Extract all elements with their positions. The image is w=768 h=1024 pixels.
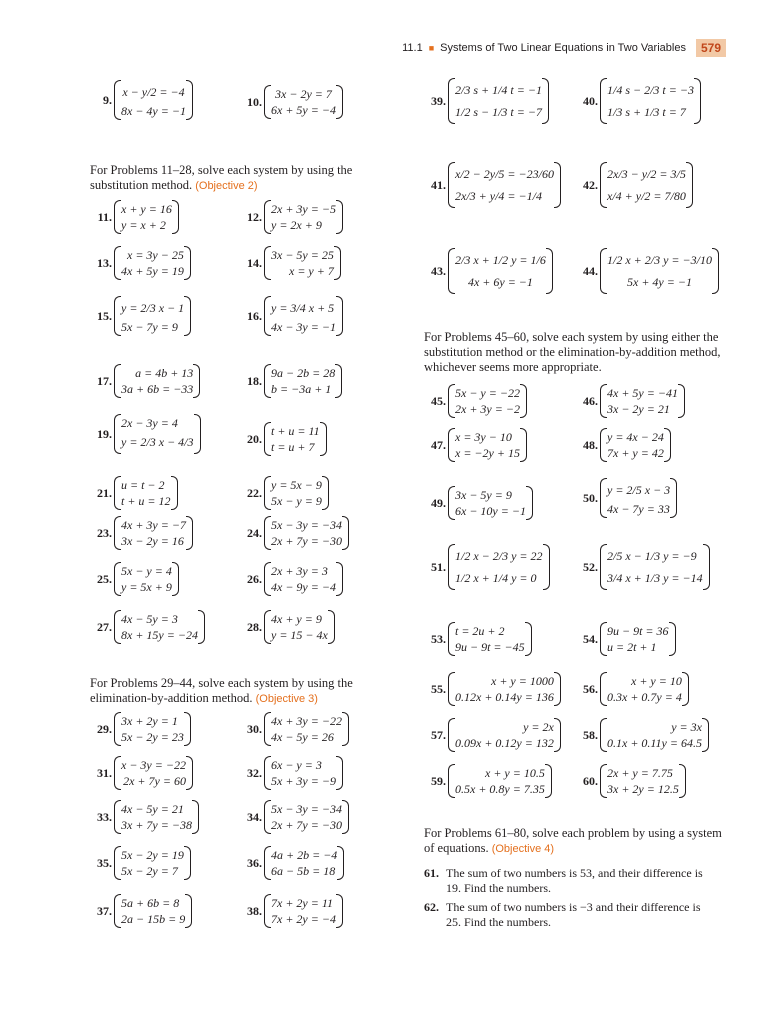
equation-system: u = t − 2 t + u = 12 bbox=[114, 476, 178, 510]
problem-26: 26. 2x + 3y = 3 4x − 9y = −4 bbox=[240, 562, 343, 596]
objective-link[interactable]: (Objective 4) bbox=[491, 843, 555, 855]
equation-system: t = 2u + 2 9u − 9t = −45 bbox=[448, 622, 532, 656]
section-number: 11.1 bbox=[402, 42, 423, 54]
problem-41: 41. x/2 − 2y/5 = −23/60 2x/3 + y/4 = −1/4 bbox=[424, 162, 561, 208]
equation-system: x + y = 1000 0.12x + 0.14y = 136 bbox=[448, 672, 561, 706]
equation-system: 3x − 2y = 7 6x + 5y = −4 bbox=[264, 85, 343, 119]
equation-system: 5x − y = −22 2x + 3y = −2 bbox=[448, 384, 527, 418]
problem-11: 11. x + y = 16 y = x + 2 bbox=[90, 200, 179, 234]
problem-56: 56. x + y = 10 0.3x + 0.7y = 4 bbox=[576, 672, 689, 706]
equation-system: 2x + y = 7.75 3x + 2y = 12.5 bbox=[600, 764, 686, 798]
equation-system: y = 2/5 x − 3 4x − 7y = 33 bbox=[600, 478, 677, 518]
problem-9: 9. x − y/2 = −4 8x − 4y = −1 bbox=[90, 80, 193, 120]
equation-system: t + u = 11 t = u + 7 bbox=[264, 422, 327, 456]
problem-62: 62. The sum of two numbers is −3 and their difference is 25. Find the numbers. bbox=[424, 900, 701, 929]
problem-48: 48. y = 4x − 24 7x + y = 42 bbox=[576, 428, 671, 462]
problem-34: 34. 5x − 3y = −34 2x + 7y = −30 bbox=[240, 800, 349, 834]
problem-27: 27. 4x − 5y = 3 8x + 15y = −24 bbox=[90, 610, 205, 644]
problem-14: 14. 3x − 5y = 25 x = y + 7 bbox=[240, 246, 341, 280]
problem-12: 12. 2x + 3y = −5 y = 2x + 9 bbox=[240, 200, 343, 234]
problem-57: 57. y = 2x 0.09x + 0.12y = 132 bbox=[424, 718, 561, 752]
equation-system: 5x − 3y = −34 2x + 7y = −30 bbox=[264, 516, 349, 550]
problem-22: 22. y = 5x − 9 5x − y = 9 bbox=[240, 476, 329, 510]
problem-55: 55. x + y = 1000 0.12x + 0.14y = 136 bbox=[424, 672, 561, 706]
problem-17: 17. a = 4b + 13 3a + 6b = −33 bbox=[90, 364, 200, 398]
problem-10: 10. 3x − 2y = 7 6x + 5y = −4 bbox=[240, 85, 343, 119]
equation-system: 4x + y = 9 y = 15 − 4x bbox=[264, 610, 335, 644]
problem-19: 19. 2x − 3y = 4 y = 2/3 x − 4/3 bbox=[90, 414, 201, 454]
problem-36: 36. 4a + 2b = −4 6a − 5b = 18 bbox=[240, 846, 344, 880]
problem-40: 40. 1/4 s − 2/3 t = −3 1/3 s + 1/3 t = 7 bbox=[576, 78, 701, 124]
problem-31: 31. x − 3y = −22 2x + 7y = 60 bbox=[90, 756, 193, 790]
problem-38: 38. 7x + 2y = 11 7x + 2y = −4 bbox=[240, 894, 343, 928]
equation-system: 3x − 5y = 25 x = y + 7 bbox=[264, 246, 341, 280]
equation-system: y = 3/4 x + 5 4x − 3y = −1 bbox=[264, 296, 343, 336]
equation-system: 7x + 2y = 11 7x + 2y = −4 bbox=[264, 894, 343, 928]
equation-system: y = 5x − 9 5x − y = 9 bbox=[264, 476, 329, 510]
equation-system: 9a − 2b = 28 b = −3a + 1 bbox=[264, 364, 342, 398]
equation-system: 3x + 2y = 1 5x − 2y = 23 bbox=[114, 712, 191, 746]
running-header bbox=[402, 38, 726, 58]
problem-28: 28. 4x + y = 9 y = 15 − 4x bbox=[240, 610, 335, 644]
problem-58: 58. y = 3x 0.1x + 0.11y = 64.5 bbox=[576, 718, 709, 752]
equation-system: y = 2/3 x − 1 5x − 7y = 9 bbox=[114, 296, 191, 336]
equation-system: x + y = 16 y = x + 2 bbox=[114, 200, 179, 234]
equation-system: 2/5 x − 1/3 y = −9 3/4 x + 1/3 y = −14 bbox=[600, 544, 710, 590]
header-bullet: ■ bbox=[428, 43, 435, 53]
problem-25: 25. 5x − y = 4 y = 5x + 9 bbox=[90, 562, 179, 596]
instructions-11-28: For Problems 11–28, solve each system by using the substitution method. (Objective 2) bbox=[90, 163, 353, 192]
equation-system: 5x − 2y = 19 5x − 2y = 7 bbox=[114, 846, 191, 880]
equation-system: 4x + 5y = −41 3x − 2y = 21 bbox=[600, 384, 685, 418]
problem-29: 29. 3x + 2y = 1 5x − 2y = 23 bbox=[90, 712, 191, 746]
problem-61: 61. The sum of two numbers is 53, and their difference is 19. Find the numbers. bbox=[424, 866, 703, 895]
problem-49: 49. 3x − 5y = 9 6x − 10y = −1 bbox=[424, 486, 533, 520]
equation-system: y = 3x 0.1x + 0.11y = 64.5 bbox=[600, 718, 709, 752]
equation-system: x + y = 10 0.3x + 0.7y = 4 bbox=[600, 672, 689, 706]
problem-43: 43. 2/3 x + 1/2 y = 1/6 4x + 6y = −1 bbox=[424, 248, 553, 294]
problem-59: 59. x + y = 10.5 0.5x + 0.8y = 7.35 bbox=[424, 764, 552, 798]
equation-system: 4x + 3y = −22 4x − 5y = 26 bbox=[264, 712, 349, 746]
instructions-61-80: For Problems 61–80, solve each problem by using a system of equations. (Objective 4) bbox=[424, 826, 722, 855]
equation-system: x + y = 10.5 0.5x + 0.8y = 7.35 bbox=[448, 764, 552, 798]
page-number: 579 bbox=[696, 39, 726, 57]
problem-32: 32. 6x − y = 3 5x + 3y = −9 bbox=[240, 756, 343, 790]
problem-16: 16. y = 3/4 x + 5 4x − 3y = −1 bbox=[240, 296, 343, 336]
equation-system: a = 4b + 13 3a + 6b = −33 bbox=[114, 364, 200, 398]
equation-system: 3x − 5y = 9 6x − 10y = −1 bbox=[448, 486, 533, 520]
equation-system: 5x − y = 4 y = 5x + 9 bbox=[114, 562, 179, 596]
equation-system: x − 3y = −22 2x + 7y = 60 bbox=[114, 756, 193, 790]
problem-54: 54. 9u − 9t = 36 u = 2t + 1 bbox=[576, 622, 676, 656]
equation-system: x = 3y − 25 4x + 5y = 19 bbox=[114, 246, 191, 280]
equation-system: 2/3 x + 1/2 y = 1/6 4x + 6y = −1 bbox=[448, 248, 553, 294]
equation-system: 2/3 s + 1/4 t = −1 1/2 s − 1/3 t = −7 bbox=[448, 78, 549, 124]
equation-system: 9u − 9t = 36 u = 2t + 1 bbox=[600, 622, 676, 656]
problem-23: 23. 4x + 3y = −7 3x − 2y = 16 bbox=[90, 516, 193, 550]
problem-51: 51. 1/2 x − 2/3 y = 22 1/2 x + 1/4 y = 0 bbox=[424, 544, 550, 590]
equation-system: 4x − 5y = 21 3x + 7y = −38 bbox=[114, 800, 199, 834]
problem-46: 46. 4x + 5y = −41 3x − 2y = 21 bbox=[576, 384, 685, 418]
equation-system: 1/4 s − 2/3 t = −3 1/3 s + 1/3 t = 7 bbox=[600, 78, 701, 124]
equation-system: 2x/3 − y/2 = 3/5 x/4 + y/2 = 7/80 bbox=[600, 162, 693, 208]
problem-35: 35. 5x − 2y = 19 5x − 2y = 7 bbox=[90, 846, 191, 880]
problem-53: 53. t = 2u + 2 9u − 9t = −45 bbox=[424, 622, 532, 656]
problem-44: 44. 1/2 x + 2/3 y = −3/10 5x + 4y = −1 bbox=[576, 248, 719, 294]
equation-system: 2x + 3y = 3 4x − 9y = −4 bbox=[264, 562, 343, 596]
equation-system: 6x − y = 3 5x + 3y = −9 bbox=[264, 756, 343, 790]
equation-system: 4x − 5y = 3 8x + 15y = −24 bbox=[114, 610, 205, 644]
equation-system: x − y/2 = −4 8x − 4y = −1 bbox=[114, 80, 193, 120]
problem-24: 24. 5x − 3y = −34 2x + 7y = −30 bbox=[240, 516, 349, 550]
problem-37: 37. 5a + 6b = 8 2a − 15b = 9 bbox=[90, 894, 192, 928]
objective-link[interactable]: (Objective 2) bbox=[195, 180, 258, 192]
equation-system: x/2 − 2y/5 = −23/60 2x/3 + y/4 = −1/4 bbox=[448, 162, 561, 208]
problem-13: 13. x = 3y − 25 4x + 5y = 19 bbox=[90, 246, 191, 280]
problem-47: 47. x = 3y − 10 x = −2y + 15 bbox=[424, 428, 527, 462]
problem-18: 18. 9a − 2b = 28 b = −3a + 1 bbox=[240, 364, 342, 398]
instructions-29-44: For Problems 29–44, solve each system by using the elimination-by-addition method. (Objective 3) bbox=[90, 676, 353, 705]
equation-system: 5a + 6b = 8 2a − 15b = 9 bbox=[114, 894, 192, 928]
objective-link[interactable]: (Objective 3) bbox=[255, 693, 318, 705]
equation-system: 4x + 3y = −7 3x − 2y = 16 bbox=[114, 516, 193, 550]
problem-39: 39. 2/3 s + 1/4 t = −1 1/2 s − 1/3 t = −7 bbox=[424, 78, 549, 124]
equation-system: 5x − 3y = −34 2x + 7y = −30 bbox=[264, 800, 349, 834]
equation-system: x = 3y − 10 x = −2y + 15 bbox=[448, 428, 527, 462]
problem-30: 30. 4x + 3y = −22 4x − 5y = 26 bbox=[240, 712, 349, 746]
section-title: Systems of Two Linear Equations in Two Variables bbox=[440, 42, 686, 54]
equation-system: y = 2x 0.09x + 0.12y = 132 bbox=[448, 718, 561, 752]
equation-system: 4a + 2b = −4 6a − 5b = 18 bbox=[264, 846, 344, 880]
problem-21: 21. u = t − 2 t + u = 12 bbox=[90, 476, 178, 510]
problem-33: 33. 4x − 5y = 21 3x + 7y = −38 bbox=[90, 800, 199, 834]
problem-15: 15. y = 2/3 x − 1 5x − 7y = 9 bbox=[90, 296, 191, 336]
problem-42: 42. 2x/3 − y/2 = 3/5 x/4 + y/2 = 7/80 bbox=[576, 162, 693, 208]
equation-system: 2x − 3y = 4 y = 2/3 x − 4/3 bbox=[114, 414, 201, 454]
equation-system: 1/2 x − 2/3 y = 22 1/2 x + 1/4 y = 0 bbox=[448, 544, 550, 590]
instructions-45-60: For Problems 45–60, solve each system by using either the substitution method or the elimination-by-addition method, whichever seems more appropriate. bbox=[424, 330, 721, 374]
equation-system: y = 4x − 24 7x + y = 42 bbox=[600, 428, 671, 462]
problem-50: 50. y = 2/5 x − 3 4x − 7y = 33 bbox=[576, 478, 677, 518]
problem-52: 52. 2/5 x − 1/3 y = −9 3/4 x + 1/3 y = −14 bbox=[576, 544, 710, 590]
problem-20: 20. t + u = 11 t = u + 7 bbox=[240, 422, 327, 456]
equation-system: 2x + 3y = −5 y = 2x + 9 bbox=[264, 200, 343, 234]
equation-system: 1/2 x + 2/3 y = −3/10 5x + 4y = −1 bbox=[600, 248, 719, 294]
problem-45: 45. 5x − y = −22 2x + 3y = −2 bbox=[424, 384, 527, 418]
problem-60: 60. 2x + y = 7.75 3x + 2y = 12.5 bbox=[576, 764, 686, 798]
